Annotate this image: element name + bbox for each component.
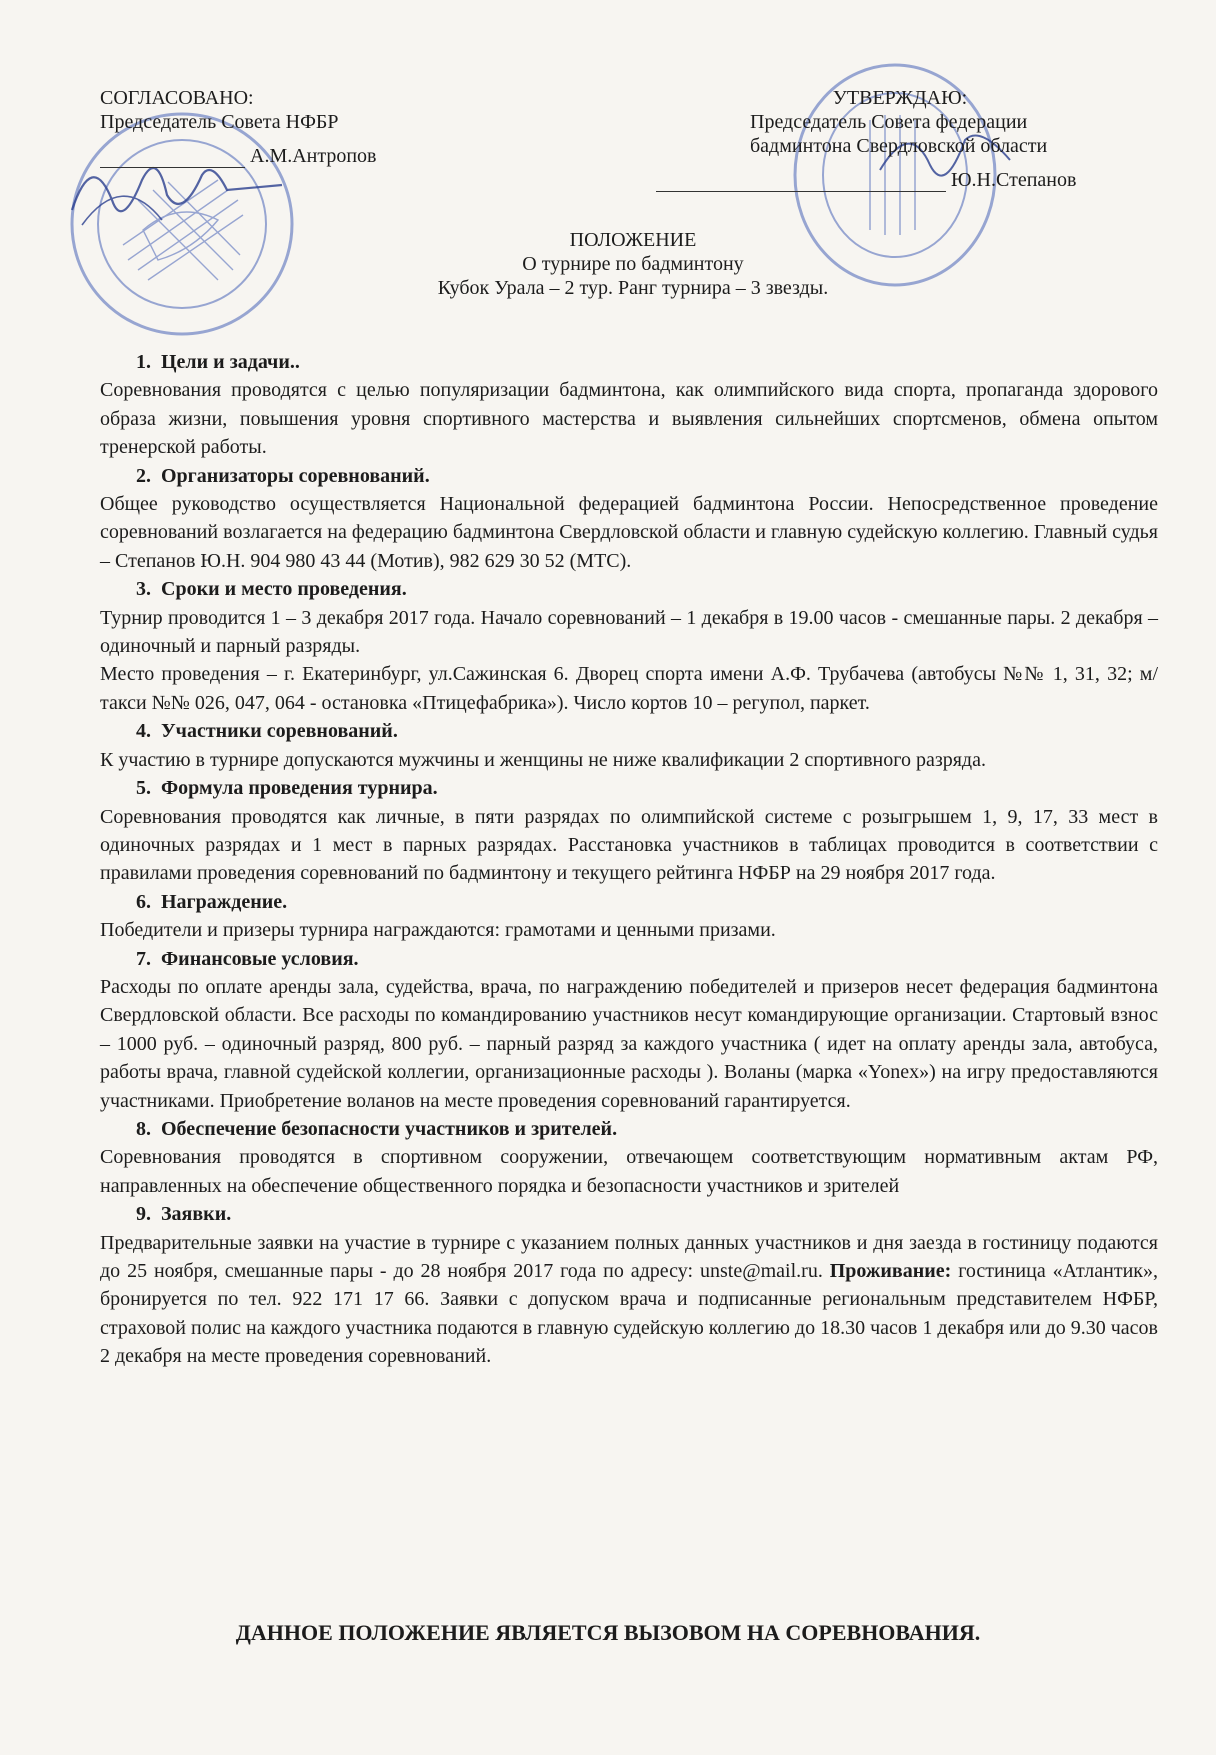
section-6 (100, 888, 1158, 945)
title-line-2: О турнире по бадминтону (522, 253, 744, 275)
section-paragraph: Соревнования проводятся с целью популяризации бадминтона, как олимпийского вида спорта, пропаганда здорового образа жизни, повышения уровня спортивного мастерства и выявления сильнейших спортсменов, обмена опытом тренерской работы. (100, 379, 1158, 459)
section-3 (100, 575, 1158, 717)
agreed-position: Председатель Совета НФБР (100, 111, 339, 133)
accommodation-label: Проживание: (829, 1260, 952, 1282)
section-heading: 8. Обеспечение безопасности участников и зрителей. (136, 1117, 618, 1140)
section-paragraph (100, 1229, 1158, 1371)
approve-name: Ю.Н.Степанов (951, 169, 1077, 191)
approve-label: УТВЕРЖДАЮ: (832, 87, 968, 109)
signature-line (656, 191, 946, 192)
section-1 (100, 348, 1158, 462)
section-heading: 6. Награждение. (136, 890, 288, 913)
section-paragraph: Победители и призеры турнира награждаются: грамотами и ценными призами. (100, 919, 776, 942)
section-4 (100, 717, 1158, 774)
approve-block (750, 86, 1076, 192)
approve-position-2: бадминтона Свердловской области (750, 135, 1048, 157)
agreed-label: СОГЛАСОВАНО: (100, 87, 254, 109)
section-7 (100, 945, 1158, 1115)
agreed-name: А.М.Антропов (250, 145, 377, 167)
approve-position-1: Председатель Совета федерации (750, 111, 1028, 133)
title-line-3: Кубок Урала – 2 тур. Ранг турнира – 3 звезды. (437, 277, 829, 299)
section-heading: 4. Участники соревнований. (136, 720, 398, 743)
section-paragraph: Соревнования проводятся в спортивном сооружении, отвечающем соответствующим нормативным актам РФ, направленных на обеспечение общественного порядка и безопасности участников и зрителей (100, 1146, 1158, 1197)
section-paragraph: Общее руководство осуществляется Национальной федерацией бадминтона России. Непосредственное проведение соревнований возлагается на федерацию бадминтона Свердловской области и главную судейскую коллегию. Главный судья – Степанов Ю.Н. 904 980 43 44 (Мотив), 982 629 30 52 (МТС). (100, 493, 1158, 572)
title-line-1: ПОЛОЖЕНИЕ (569, 229, 697, 251)
applications-text: Предварительные заявки на участие в турнире с указанием полных данных участников и дня заезда в гостиницу подаются до 25 ноября, смешанные пары - до 28 ноября 2017 года по адресу: unste@mail.ru. (100, 1231, 1158, 1282)
section-heading: 7. Финансовые условия. (136, 947, 359, 970)
section-8 (100, 1115, 1158, 1200)
section-paragraph: Место проведения – г. Екатеринбург, ул.Сажинская 6. Дворец спорта имени А.Ф. Трубачева (автобусы №№ 1, 31, 32; м/такси №№ 026, 047, 064 - остановка «Птицефабрика»). Число кортов 10 – регупол, паркет. (100, 663, 1158, 714)
signature-line (100, 167, 245, 168)
section-9 (100, 1200, 1158, 1370)
section-heading: 9. Заявки. (136, 1203, 232, 1226)
document-body (100, 348, 1158, 1371)
accommodation-text: гостиница «Атлантик», бронируется по тел. 922 171 17 66. Заявки с допуском врача и подписанные региональным представителем НФБР, страховой полис на каждого участника подаются в главную судейскую коллегию до 18.30 часов 1 декабря или до 9.30 часов 2 декабря на месте проведения соревнований. (100, 1260, 1159, 1368)
section-heading: 5. Формула проведения турнира. (136, 777, 438, 800)
section-5 (100, 774, 1158, 888)
section-paragraph: Расходы по оплате аренды зала, судейства, врача, по награждению победителей и призеров несет федерация бадминтона Свердловской области. Все расходы по командированию участников несут командирующие организации. Стартовый взнос – 1000 руб. – одиночный разряд, 800 руб. – парный разряд за каждого участника ( идет на оплату аренды зала, автобуса, работы врача, главной судейской коллегии, организационные расходы ). Воланы (марка «Yonex») на игру предоставляются участниками. Приобретение воланов на месте проведения соревнований гарантируется. (100, 975, 1158, 1112)
section-heading: 2. Организаторы соревнований. (136, 464, 430, 487)
section-paragraph: Соревнования проводятся как личные, в пяти разрядах по олимпийской системе с розыгрышем 1, 9, 17, 33 мест в одиночных разрядах и 1 мест в парных разрядах. Расстановка участников в таблицах проводится в соответствии с правилами проведения соревнований по бадминтону и текущего рейтинга НФБР на 29 ноября 2017 года. (100, 805, 1158, 885)
section-paragraph: К участию в турнире допускаются мужчины и женщины не ниже квалификации 2 спортивного разряда. (100, 748, 986, 771)
section-heading: 1. Цели и задачи.. (136, 351, 300, 373)
agreed-block (100, 86, 377, 168)
closing-statement: ДАННОЕ ПОЛОЖЕНИЕ ЯВЛЯЕТСЯ ВЫЗОВОМ НА СОРЕВНОВАНИЯ. (235, 1620, 981, 1645)
section-2 (100, 462, 1158, 576)
document-title (0, 228, 1216, 300)
section-heading: 3. Сроки и место проведения. (136, 578, 407, 601)
section-paragraph: Турнир проводится 1 – 3 декабря 2017 года. Начало соревнований – 1 декабря в 19.00 часов - смешанные пары. 2 декабря – одиночный и парный разряды. (100, 606, 1158, 658)
